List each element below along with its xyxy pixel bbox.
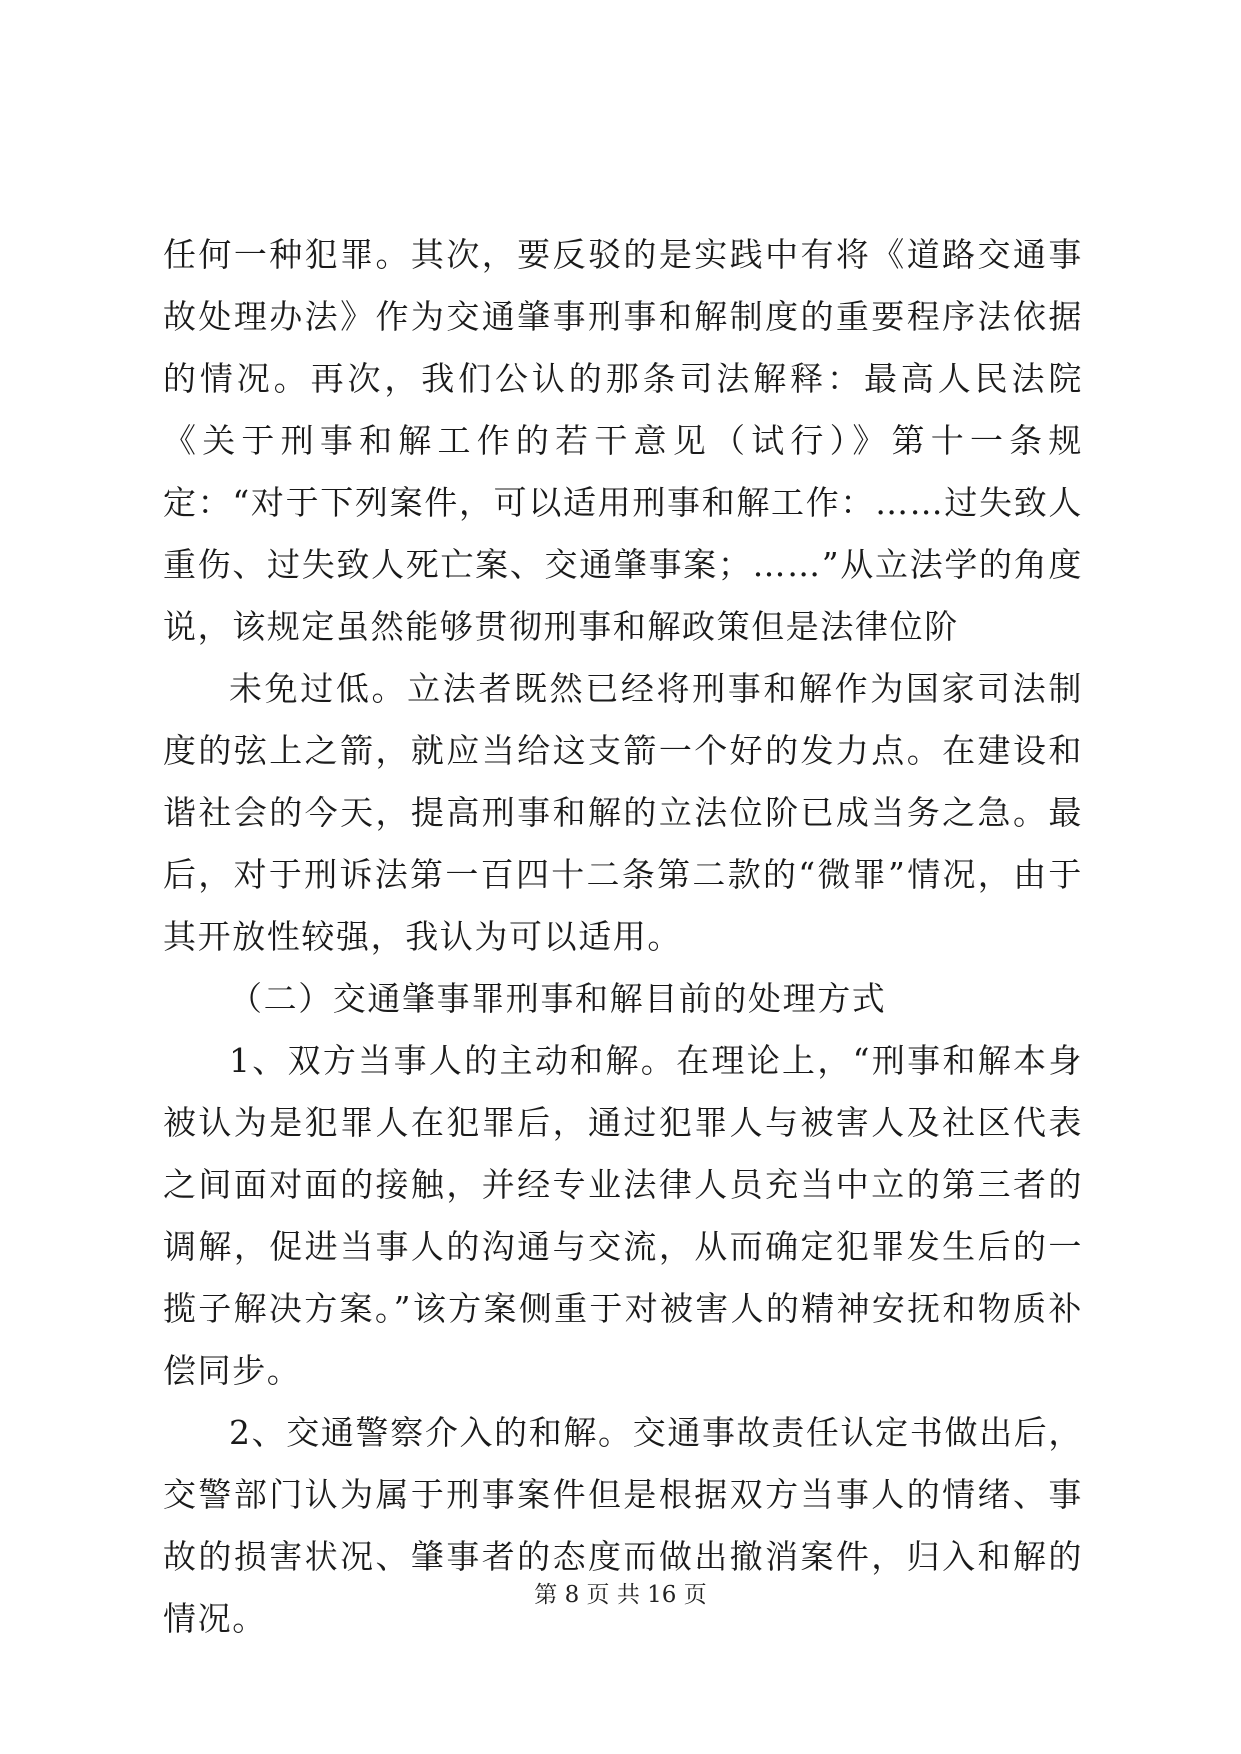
page-number-footer: 第 8 页 共 16 页: [534, 1582, 707, 1608]
paragraph: 2、交通警察介入的和解。交通事故责任认定书做出后，交警部门认为属于刑事案件但是根据双方当事人的情绪、事故的损害状况、肇事者的态度而做出撤消案件，归入和解的情况。: [163, 1413, 1083, 1638]
paragraph: 未免过低。立法者既然已经将刑事和解作为国家司法制度的弦上之箭，就应当给这支箭一个好的发力点。在建设和谐社会的今天，提高刑事和解的立法位阶已成当务之急。最后，对于刑诉法第一百四十二条第二款的“微罪”情况，由于其开放性较强，我认为可以适用。: [163, 669, 1083, 956]
paragraph-continuation: 任何一种犯罪。其次，要反驳的是实践中有将《道路交通事故处理办法》作为交通肇事刑事和解制度的重要程序法依据的情况。再次，我们公认的那条司法解释：最高人民法院《关于刑事和解工作的若干意见（试行）》第十一条规定：“对于下列案件，可以适用刑事和解工作：……过失致人重伤、过失致人死亡案、交通肇事案；……”从立法学的角度说，该规定虽然能够贯彻刑事和解政策但是法律位阶: [163, 235, 1083, 646]
paragraph: 1、双方当事人的主动和解。在理论上，“刑事和解本身被认为是犯罪人在犯罪后，通过犯罪人与被害人及社区代表之间面对面的接触，并经专业法律人员充当中立的第三者的调解，促进当事人的沟通与交流，从而确定犯罪发生后的一揽子解决方案。”该方案侧重于对被害人的精神安抚和物质补偿同步。: [163, 1041, 1083, 1390]
section-heading: （二）交通肇事罪刑事和解目前的处理方式: [229, 979, 887, 1018]
document-body: [163, 224, 1083, 1650]
